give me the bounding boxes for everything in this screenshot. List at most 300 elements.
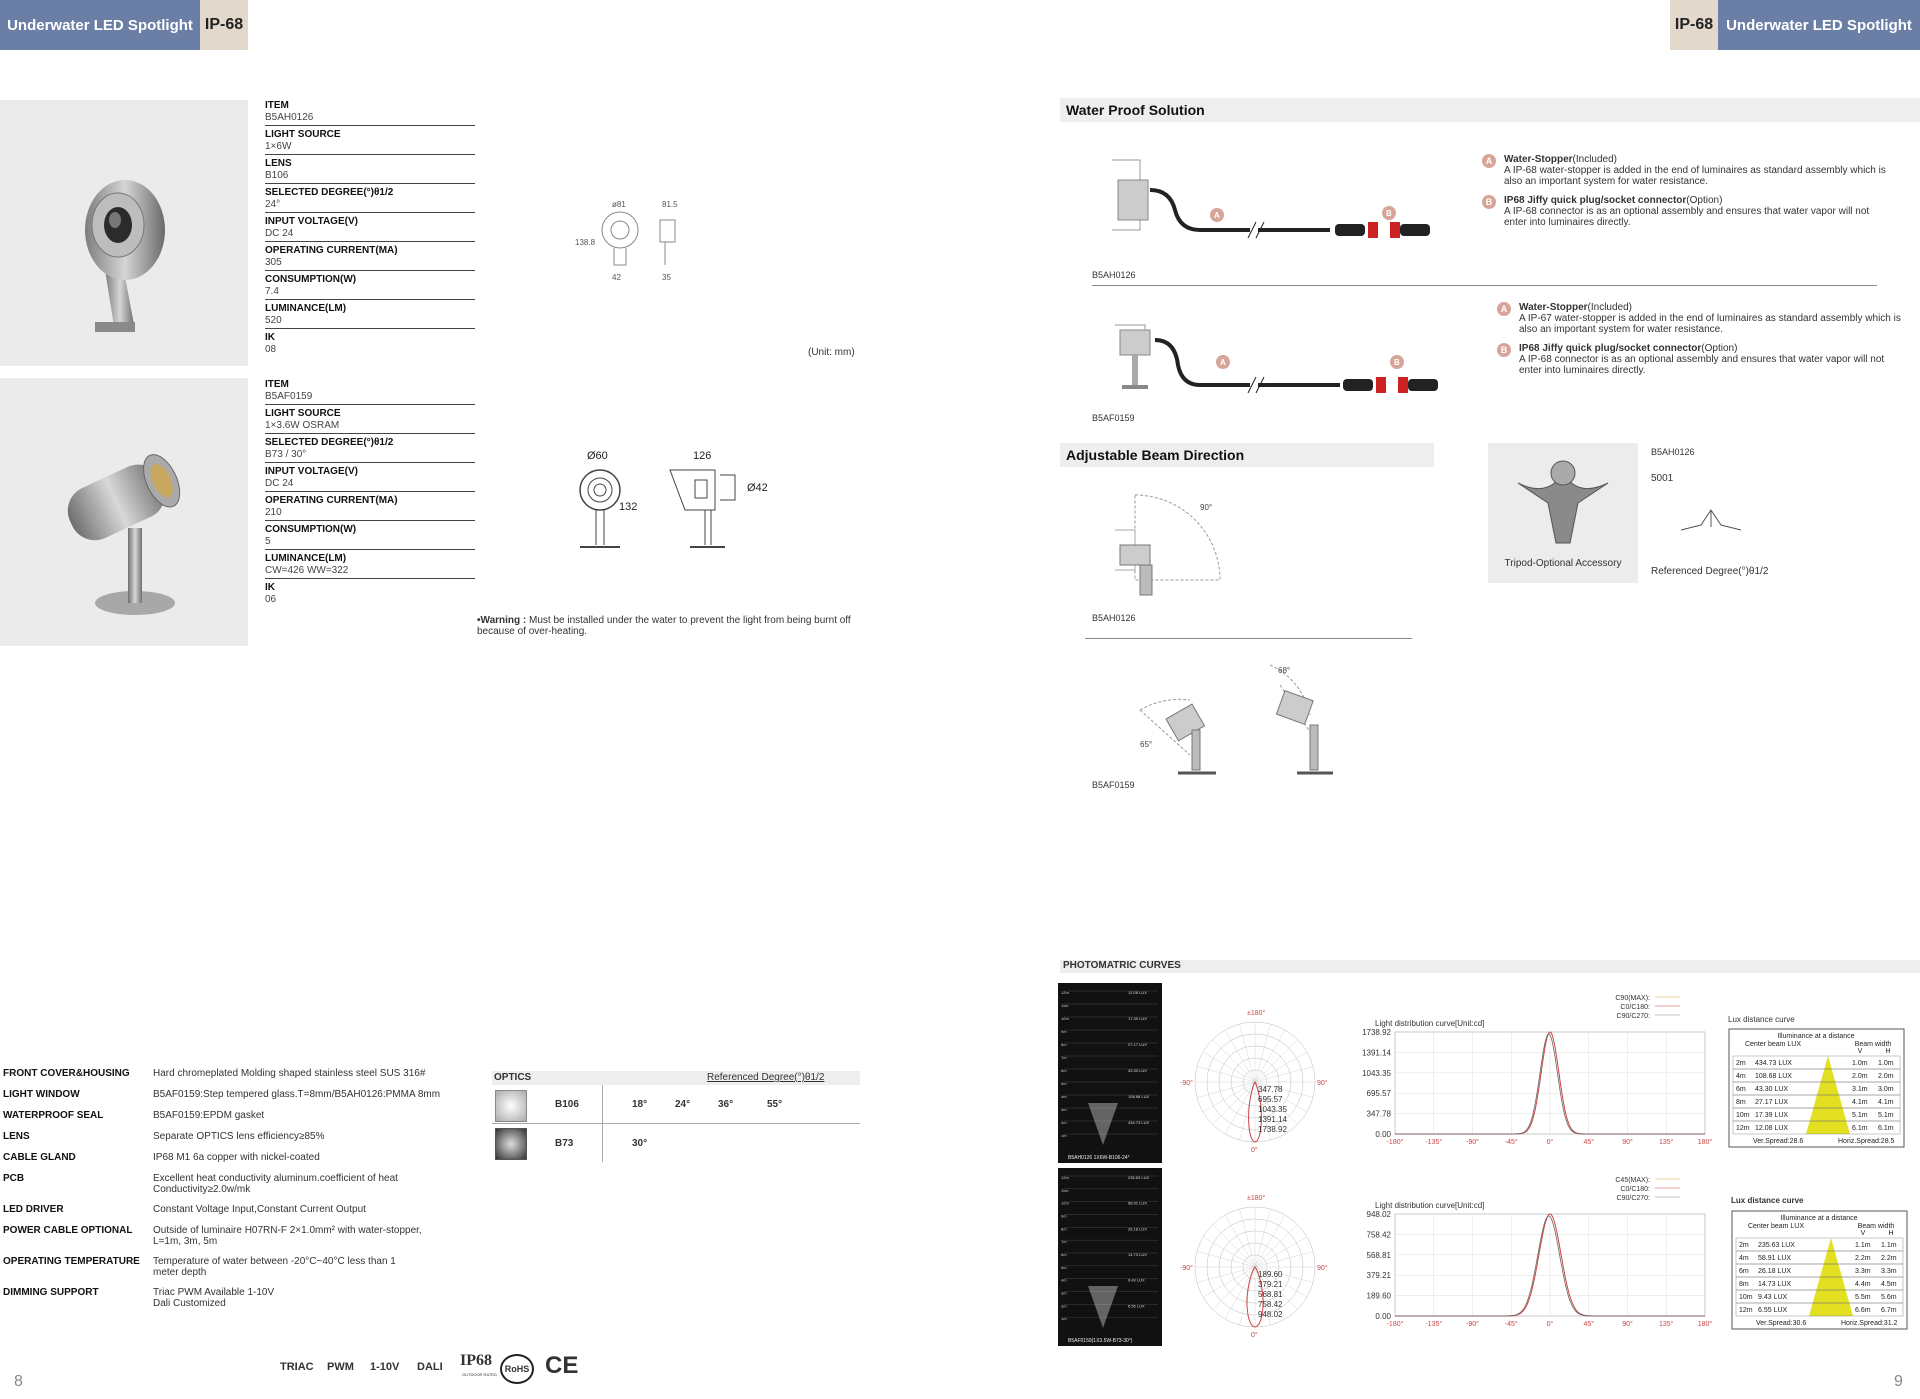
waterproof-notes-2: [1497, 302, 1902, 376]
spec-row: [265, 408, 475, 434]
lux-col1: Center beam LUX: [1744, 1041, 1802, 1048]
note-title: IP68 Jiffy quick plug/socket connector: [1519, 343, 1702, 354]
spec-label: INPUT VOLTAGE(V): [265, 466, 358, 477]
lux-distance: 8m: [1739, 1281, 1749, 1288]
strip-distance: 8m: [1061, 1226, 1067, 1232]
spec-value: DC 24: [265, 477, 294, 489]
lux-distance: 4m: [1739, 1255, 1749, 1262]
spec-label: CONSUMPTION(W): [265, 274, 357, 285]
product-photo-b5af0159: [0, 378, 248, 646]
header-title-left: [0, 0, 200, 50]
note-suffix: (Included): [1587, 302, 1632, 313]
header-title-right-text: Underwater LED Spotlight: [1726, 16, 1912, 34]
lux-value: 26.18 LUX: [1758, 1268, 1792, 1275]
polar-value: 1043.35: [1258, 1105, 1287, 1114]
optics-row: [492, 1124, 860, 1162]
feature-label: FRONT COVER&HOUSING: [3, 1068, 130, 1079]
strip-caption: B5AF0159(1X3.5W-B73-30°): [1068, 1338, 1133, 1344]
photometric-title-bar: [1060, 960, 1920, 973]
strip-distance: 10m: [1061, 1016, 1069, 1021]
note-text: A IP-68 water-stopper is added in the end of luminaires as standard assembly which is also an important system for water resistance.: [1504, 165, 1886, 187]
dim-label: Ø42: [747, 482, 768, 494]
spec-label: ITEM: [265, 379, 289, 390]
optics-divider: [602, 1085, 603, 1123]
lux-col1: Center beam LUX: [1747, 1223, 1805, 1230]
spec-label: INPUT VOLTAGE(V): [265, 216, 358, 227]
spotlight-b5af0159-image: [0, 378, 248, 646]
dim-label: 42: [612, 273, 621, 282]
lux-distance: 10m: [1739, 1294, 1753, 1301]
accessory-model: B5AH0126: [1651, 447, 1695, 457]
lux-h-width: 3.0m: [1878, 1086, 1894, 1093]
spec-label: ITEM: [265, 100, 289, 111]
lux-v-width: 5.1m: [1852, 1112, 1868, 1119]
lux-value: 6.55 LUX: [1758, 1307, 1788, 1314]
optics-lens-name: B106: [555, 1099, 579, 1110]
lux-strip-1: [1058, 983, 1162, 1163]
badge-b-icon: B: [1482, 195, 1496, 209]
x-tick-label: -180°: [1386, 1139, 1404, 1146]
lux-table-2: [1731, 1210, 1911, 1340]
spec-label: OPERATING CURRENT(MA): [265, 495, 398, 506]
strip-lux: 27.17 LUX: [1128, 1042, 1147, 1047]
feature-label: LIGHT WINDOW: [3, 1089, 80, 1100]
feature-label: LENS: [3, 1131, 30, 1142]
lux-value: 9.43 LUX: [1758, 1294, 1788, 1301]
strip-lux: 434.73 LUX: [1128, 1120, 1150, 1125]
note-title: IP68 Jiffy quick plug/socket connector: [1504, 195, 1687, 206]
y-tick-label: 1738.92: [1362, 1028, 1391, 1037]
optics-ref: Referenced Degree(°)θ1/2: [707, 1072, 825, 1083]
polar-value: 568.81: [1258, 1290, 1283, 1299]
waterproof-note: [1497, 302, 1902, 335]
spec-label: SELECTED DEGREE(°)θ1/2: [265, 437, 394, 448]
accessory-caption: Tripod-Optional Accessory: [1504, 558, 1622, 569]
spec-value: 1×6W: [265, 140, 292, 152]
feature-value: Hard chromeplated Molding shaped stainless steel SUS 316#: [153, 1068, 426, 1079]
beam-title: Adjustable Beam Direction: [1060, 443, 1434, 467]
lux-h-width: 4.5m: [1881, 1281, 1897, 1288]
optics-header: [492, 1071, 860, 1085]
spec-label: LUMINANCE(LM): [265, 303, 347, 314]
lux-title: Lux distance curve: [1731, 1196, 1804, 1205]
waterproof-title: Water Proof Solution: [1060, 98, 1920, 122]
header-ip-right-text: IP-68: [1674, 16, 1714, 33]
lux-h-width: 5.1m: [1878, 1112, 1894, 1119]
spec-row: [265, 245, 475, 271]
beam-diagram-b5ah0126: [1100, 485, 1250, 610]
strip-distance: 6m: [1061, 1068, 1067, 1073]
ip68-logo: IP68: [460, 1352, 492, 1369]
beam-angle: 90°: [1200, 503, 1213, 512]
waterproof-model-1: B5AH0126: [1092, 270, 1136, 280]
waterproof-diagram-2: [1100, 315, 1460, 405]
lux-value: 17.39 LUX: [1755, 1112, 1789, 1119]
lux-v-width: 5.5m: [1855, 1294, 1871, 1301]
optics-degree: 24°: [675, 1099, 691, 1110]
spec-label: IK: [265, 582, 275, 593]
badge-a-icon: A: [1482, 154, 1496, 168]
x-tick-label: -135°: [1425, 1321, 1443, 1328]
lux-v-width: 6.1m: [1852, 1125, 1868, 1132]
feature-value: B5AF0159:Step tempered glass.T=8mm/B5AH0126:PMMA 8mm: [153, 1089, 441, 1100]
legend-label: C90(MAX):: [1615, 995, 1650, 1002]
header-ip-left-text: IP-68: [204, 16, 244, 33]
strip-lux: 6.55 LUX: [1128, 1303, 1145, 1309]
x-tick-label: -180°: [1386, 1321, 1404, 1328]
product-photo-b5ah0126: [0, 100, 248, 366]
feature-value: Temperature of water between -20°C~40°C less than 1 meter depth: [153, 1256, 396, 1278]
warning-text: Must be installed under the water to prevent the light from being burnt off because of over-heating.: [477, 615, 851, 637]
x-tick-label: 135°: [1659, 1139, 1674, 1146]
warning-note: [477, 615, 857, 637]
lux-value: 58.91 LUX: [1758, 1255, 1792, 1262]
strip-lux: 58.91 LUX: [1128, 1200, 1147, 1206]
feature-value: Constant Voltage Input,Constant Current Output: [153, 1204, 366, 1215]
spec-row: [265, 216, 475, 242]
strip-lux: 235.63 LUX: [1128, 1175, 1150, 1180]
lens-b73-icon: [495, 1128, 527, 1160]
polar-value: 1738.92: [1258, 1125, 1287, 1134]
accessory-ref: Referenced Degree(°)θ1/2: [1651, 566, 1769, 577]
lux-value: 27.17 LUX: [1755, 1099, 1789, 1106]
legend-label: C0/C180:: [1620, 1186, 1650, 1193]
spec-label: LIGHT SOURCE: [265, 408, 341, 419]
strip-distance: 3m: [1061, 1107, 1067, 1112]
header-title-left-text: Underwater LED Spotlight: [7, 16, 193, 34]
dali-label: DALI: [417, 1361, 443, 1373]
polar-label-bottom: 0°: [1251, 1332, 1258, 1339]
strip-distance: 9m: [1061, 1029, 1067, 1034]
feature-value: Triac PWM Available 1-10V Dali Customized: [153, 1287, 275, 1309]
lux-col2: Beam width: [1854, 1041, 1892, 1048]
lux-head: Illuminance at a distance: [1780, 1215, 1858, 1222]
beam-angle: 68°: [1278, 666, 1291, 675]
lux-head: Illuminance at a distance: [1777, 1033, 1855, 1040]
polar-value: 948.02: [1258, 1310, 1283, 1319]
spec-value: B5AH0126: [265, 111, 314, 123]
strip-lux: 43.30 LUX: [1128, 1068, 1147, 1073]
note-text: A IP-68 connector is as an optional assembly and ensures that water vapor will not enter into luminaires directly.: [1504, 206, 1870, 228]
chart-title: Light distribution curve[Unit:cd]: [1375, 1019, 1485, 1028]
badge-b-icon: B: [1497, 343, 1511, 357]
feature-value: B5AF0159:EPDM gasket: [153, 1110, 265, 1121]
spec-value: CW=426 WW=322: [265, 564, 349, 576]
waterproof-model-2: B5AF0159: [1092, 413, 1135, 423]
lux-distance: 10m: [1736, 1112, 1750, 1119]
strip-distance: 2m: [1061, 1120, 1067, 1125]
lux-distance: 2m: [1736, 1060, 1746, 1067]
y-tick-label: 189.60: [1366, 1291, 1391, 1301]
spec-value: 1×3.6W OSRAM: [265, 419, 340, 431]
lux-v-width: 3.3m: [1855, 1268, 1871, 1275]
spec-row: [265, 274, 475, 300]
optics-degree: 18°: [632, 1099, 648, 1110]
feature-label: WATERPROOF SEAL: [3, 1110, 104, 1121]
dim-label: ø81: [612, 200, 626, 209]
lux-distance: 12m: [1739, 1307, 1753, 1314]
lux-v-width: 1.1m: [1855, 1242, 1871, 1249]
lux-value: 235.63 LUX: [1758, 1242, 1795, 1249]
polar-value: 189.60: [1258, 1270, 1283, 1279]
dim-label: 35: [662, 273, 671, 282]
lux-h-width: 6.1m: [1878, 1125, 1894, 1132]
spec-row: [265, 129, 475, 155]
tripod-outline-icon: [1676, 505, 1746, 535]
optics-title: OPTICS: [494, 1072, 532, 1083]
x-tick-label: 45°: [1583, 1139, 1595, 1146]
badge-a-icon: A: [1497, 302, 1511, 316]
strip-lux: 26.18 LUX: [1128, 1226, 1147, 1232]
polar-label-bottom: 0°: [1251, 1147, 1258, 1154]
spec-value: DC 24: [265, 227, 294, 239]
accessory-code: 5001: [1651, 473, 1674, 484]
lux-strip-2-svg: [1058, 1168, 1162, 1346]
spec-list-b5af0159: [265, 379, 475, 608]
feature-value: Outside of luminaire H07RN-F 2×1.0mm² with water-stopper, L=1m, 3m, 5m: [153, 1225, 422, 1247]
rohs-icon: [500, 1354, 534, 1384]
lux-h-width: 3.3m: [1881, 1268, 1897, 1275]
lens-b106-icon: [495, 1090, 527, 1122]
lux-v-width: 4.1m: [1852, 1099, 1868, 1106]
110v-label: 1-10V: [370, 1361, 400, 1373]
lux-distance: 4m: [1736, 1073, 1746, 1080]
waterproof-divider: [1092, 285, 1877, 286]
header-title-right: [1718, 0, 1920, 50]
lux-value: 43.30 LUX: [1755, 1086, 1789, 1093]
polar-value: 347.78: [1258, 1085, 1283, 1094]
lux-v: V: [1857, 1048, 1863, 1055]
dim-label: 126: [693, 450, 712, 462]
y-tick-label: 0.00: [1375, 1312, 1391, 1321]
feature-table: [0, 1068, 480, 1328]
x-tick-label: 180°: [1697, 1321, 1713, 1328]
strip-distance: 11m: [1061, 1003, 1069, 1008]
strip-distance: 1m: [1061, 1316, 1067, 1322]
spec-label: SELECTED DEGREE(°)θ1/2: [265, 187, 394, 198]
spec-label: LIGHT SOURCE: [265, 129, 341, 140]
spec-row: [265, 553, 475, 579]
spec-value: 7.4: [265, 285, 279, 297]
tripod-icon: [1488, 443, 1638, 553]
spec-label: IK: [265, 332, 275, 343]
feature-label: POWER CABLE OPTIONAL: [3, 1225, 133, 1236]
photometric-title: PHOTOMATRIC CURVES: [1063, 960, 1181, 971]
x-tick-label: -90°: [1466, 1139, 1479, 1146]
lux-v-width: 4.4m: [1855, 1281, 1871, 1288]
x-tick-label: 90°: [1622, 1139, 1633, 1146]
header-ip-left: [200, 0, 248, 50]
lux-v-width: 3.1m: [1852, 1086, 1868, 1093]
polar-chart-2: [1180, 1190, 1330, 1345]
waterproof-note: [1482, 154, 1892, 187]
lux-strip-2: [1058, 1168, 1162, 1346]
strip-distance: 1m: [1061, 1133, 1067, 1138]
waterproof-note: [1482, 195, 1892, 228]
strip-distance: 10m: [1061, 1200, 1069, 1206]
y-tick-label: 347.78: [1366, 1109, 1391, 1119]
feature-label: DIMMING SUPPORT: [3, 1287, 99, 1298]
polar-value: 1391.14: [1258, 1115, 1287, 1124]
strip-distance: 8m: [1061, 1042, 1067, 1047]
pwm-label: PWM: [327, 1361, 354, 1373]
spec-row: [265, 582, 475, 605]
spec-row: [265, 524, 475, 550]
lux-v-width: 6.6m: [1855, 1307, 1871, 1314]
spec-row: [265, 379, 475, 405]
spread-h: Horiz.Spread:31.2: [1841, 1320, 1898, 1327]
optics-table: [492, 1071, 860, 1162]
svg-text:B: B: [1394, 358, 1400, 367]
polar-label-right: 90°: [1317, 1265, 1328, 1272]
lux-distance: 6m: [1736, 1086, 1746, 1093]
lux-h-width: 1.1m: [1881, 1242, 1897, 1249]
lux-value: 108.68 LUX: [1755, 1073, 1792, 1080]
strip-distance: 4m: [1061, 1277, 1067, 1283]
legend-label: C45(MAX):: [1615, 1177, 1650, 1184]
x-tick-label: 0°: [1546, 1139, 1554, 1146]
lux-col2: Beam width: [1857, 1223, 1895, 1230]
beam-model-2: B5AF0159: [1092, 780, 1135, 790]
strip-distance: 3m: [1061, 1290, 1067, 1296]
lux-v: V: [1860, 1230, 1866, 1237]
spec-value: B106: [265, 169, 289, 181]
spread-h: Horiz.Spread:28.5: [1838, 1138, 1895, 1145]
strip-distance: 7m: [1061, 1055, 1067, 1060]
y-tick-label: 379.21: [1366, 1271, 1391, 1281]
x-tick-label: -45°: [1504, 1139, 1518, 1146]
spec-value: 520: [265, 314, 282, 326]
strip-lux: 9.43 LUX: [1128, 1277, 1145, 1283]
note-title: Water-Stopper: [1519, 302, 1588, 313]
legend-label: C0/C180:: [1620, 1004, 1650, 1011]
waterproof-notes-1: [1482, 154, 1892, 228]
spread-v: Ver.Spread:30.6: [1756, 1320, 1807, 1327]
lux-value: 14.73 LUX: [1758, 1281, 1792, 1288]
spec-label: OPERATING CURRENT(MA): [265, 245, 398, 256]
strip-lux: 12.08 LUX: [1128, 990, 1147, 995]
strip-distance: 6m: [1061, 1252, 1067, 1257]
strip-distance: 9m: [1061, 1213, 1067, 1219]
feature-label: LED DRIVER: [3, 1204, 64, 1215]
spec-list-b5ah0126: [265, 100, 475, 358]
rohs-text: RoHS: [504, 1364, 530, 1374]
lux-v-width: 2.0m: [1852, 1073, 1868, 1080]
spec-value: 210: [265, 506, 282, 518]
chart-title: Light distribution curve[Unit:cd]: [1375, 1201, 1485, 1210]
spec-value: 06: [265, 593, 277, 605]
dimension-drawing-b5ah0126: [570, 195, 690, 290]
warning-label: •Warning :: [477, 615, 527, 626]
strip-distance: 12m: [1061, 1175, 1069, 1180]
strip-distance: 11m: [1061, 1187, 1069, 1193]
strip-lux: 14.73 LUX: [1128, 1252, 1147, 1257]
beam-diagram-b5af0159: [1130, 655, 1360, 785]
dimension-drawing-b5af0159: [555, 445, 785, 560]
strip-distance: 7m: [1061, 1239, 1067, 1245]
strip-distance: 4m: [1061, 1094, 1067, 1099]
strip-distance: 5m: [1061, 1081, 1067, 1086]
spec-row: [265, 495, 475, 521]
optics-divider: [602, 1124, 603, 1162]
x-tick-label: 180°: [1697, 1139, 1713, 1146]
optics-degree: 55°: [767, 1099, 783, 1110]
lux-h-width: 6.7m: [1881, 1307, 1897, 1314]
lux-h-width: 5.6m: [1881, 1294, 1897, 1301]
optics-row: [492, 1085, 860, 1124]
page-number-left: 8: [14, 1373, 23, 1390]
dim-label: 132: [619, 501, 638, 513]
light-beam: [1088, 1286, 1118, 1328]
x-tick-label: -45°: [1504, 1321, 1518, 1328]
spec-value: B73 / 30°: [265, 448, 307, 460]
lux-title: Lux distance curve: [1728, 1015, 1795, 1024]
lux-h: H: [1885, 1048, 1891, 1055]
lux-v-width: 2.2m: [1855, 1255, 1871, 1262]
feature-label: OPERATING TEMPERATURE: [3, 1256, 140, 1267]
spec-row: [265, 303, 475, 329]
spec-row: [265, 100, 475, 126]
lux-distance: 2m: [1739, 1242, 1749, 1249]
svg-text:B: B: [1386, 209, 1392, 218]
ip68-sub: OUTDOOR RATED: [462, 1372, 497, 1377]
page-number-right: 9: [1894, 1373, 1903, 1390]
feature-value: IP68 M1 6a copper with nickel-coated: [153, 1152, 320, 1163]
x-tick-label: 0°: [1546, 1321, 1554, 1328]
legend-label: C90/C270:: [1616, 1195, 1650, 1202]
lux-h: H: [1888, 1230, 1894, 1237]
strip-distance: 2m: [1061, 1303, 1067, 1309]
header-ip-right: [1670, 0, 1718, 50]
spec-label: LUMINANCE(LM): [265, 553, 347, 564]
polar-value: 379.21: [1258, 1280, 1283, 1289]
svg-text:A: A: [1220, 358, 1226, 367]
lux-v-width: 1.0m: [1852, 1060, 1868, 1067]
dim-label: 81.5: [662, 200, 678, 209]
y-tick-label: 0.00: [1375, 1130, 1391, 1139]
waterproof-diagram-1: [1100, 150, 1460, 250]
x-tick-label: -135°: [1425, 1139, 1443, 1146]
optics-degree: 36°: [718, 1099, 734, 1110]
feature-value: Separate OPTICS lens efficiency≥85%: [153, 1131, 325, 1142]
spread-v: Ver.Spread:28.6: [1753, 1138, 1804, 1145]
beam-divider: [1085, 638, 1412, 639]
waterproof-note: [1497, 343, 1902, 376]
x-tick-label: -90°: [1466, 1321, 1479, 1328]
note-text: A IP-67 water-stopper is added in the end of luminaires as standard assembly which is also an important system for water resistance.: [1519, 313, 1901, 335]
lux-h-width: 2.0m: [1878, 1073, 1894, 1080]
strip-lux: 108.68 LUX: [1128, 1094, 1150, 1099]
x-tick-label: 45°: [1583, 1321, 1595, 1328]
light-beam: [1088, 1103, 1118, 1145]
polar-value: 695.57: [1258, 1095, 1283, 1104]
note-text: A IP-68 connector is as an optional assembly and ensures that water vapor will not enter into luminaires directly.: [1519, 354, 1885, 376]
feature-value: Excellent heat conductivity aluminum.coefficient of heat Conductivity≥2.0w/mk: [153, 1173, 398, 1195]
lux-strip-1-svg: [1058, 983, 1162, 1163]
spotlight-b5ah0126-image: [0, 100, 248, 366]
optics-lens-name: B73: [555, 1138, 574, 1149]
distribution-chart-1: [1340, 990, 1720, 1160]
spec-value: B5AF0159: [265, 390, 313, 402]
accessory-card: [1488, 443, 1638, 583]
spec-value: 5: [265, 535, 271, 547]
spec-row: [265, 187, 475, 213]
y-tick-label: 948.02: [1366, 1210, 1391, 1219]
spec-value: 305: [265, 256, 282, 268]
x-tick-label: 90°: [1622, 1321, 1633, 1328]
spec-label: CONSUMPTION(W): [265, 524, 357, 535]
feature-label: PCB: [3, 1173, 25, 1184]
